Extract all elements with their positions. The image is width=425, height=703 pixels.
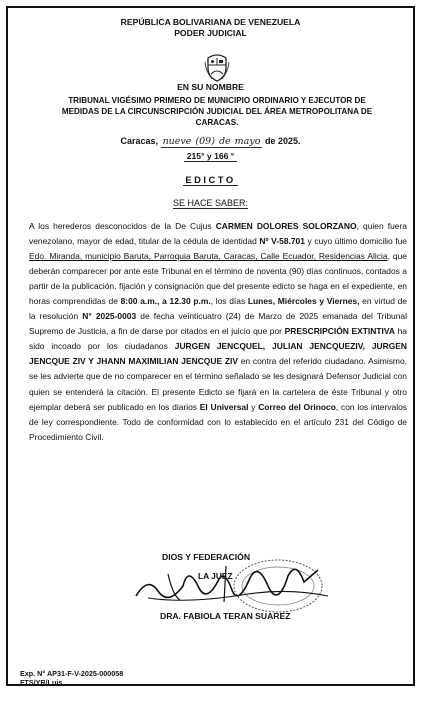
en-su-nombre: EN SU NOMBRE [177,82,244,92]
file-number: Exp. N° AP31-F-V-2025-000058 [20,669,124,678]
years-line: 215° y 166 ° [8,151,413,161]
judge-title: LA JUEZ [198,571,233,581]
date-line [8,136,413,147]
tribunal-line-3: CARACAS. [195,118,239,127]
handwritten-month: mayo [234,136,261,147]
edict-body: A los herederos desconocidos de la De Cujus CARMEN DOLORES SOLORZANO, quien fuera venezolano, mayor de edad, titular de la cédula de identidad Nº V-58.701 y cuyo último domicilio fue Edo. Miranda, municipio Baruta, Parroquia Baruta, Caracas, Calle Ecuador, Residencias Alicia, que deberán comparecer por ante este Tribunal en el término de noventa (90) días continuos, contados a partir de la publicación, fijación y consignación que del presente edicto se haga en el expediente, en horas comprendidas de 8:00 a.m., a 12.30 p.m., los días Lunes, Miércoles y Viernes, en virtud de la resolución N° 2025-0003 de fecha veinticuatro (24) de Marzo de 2025 emanada del Tribunal Supremo de Justicia, a fin de darse por citados en el juicio que por PRESCRIPCIÓN EXTINTIVA ha sido incoado por los ciudadanos JURGEN JENCQUEL, JULIAN JENCQUEZIV, JURGEN JENCQUE ZIV Y JHANN MAXIMILIAN JENCQUE ZIV en contra del referido ciudadano. Asimismo, se les advierte que de no comparecer en el término señalado se les designará Defensor Judicial con quien se entenderá la citación. El presente Edicto se fijará en la cartelera de éste Tribunal y otro ejemplar deberá ser publicado en los diarios El Universal y Correo del Orinoco, con los intervalos de ley correspondiente. Todo de conformidad con lo establecido en el artículo 231 del Código de Procedimiento Civil. [29,221,408,442]
claim-type: PRESCRIPCIÓN EXTINTIVA [284,326,395,337]
initials: FTS/YR/Luis [20,678,63,687]
date-city: Caracas, [120,136,159,146]
coat-of-arms-icon [204,52,230,82]
id-number: Nº V-58.701 [259,236,305,247]
deceased-name: CARMEN DOLORES SOLORZANO [215,221,357,231]
office-hours: 8:00 a.m., a 12.30 p.m. [120,296,211,307]
handwritten-de: de [218,136,231,147]
country-heading: REPÚBLICA BOLIVARIANA DE VENEZUELA [120,17,301,27]
resolution-number: N° 2025-0003 [82,311,137,322]
signature-and-stamp-icon [128,556,338,616]
domicile-address: Edo. Miranda, municipio Baruta, Parroquia Baruta, Caracas, Calle Ecuador, Residencias Alicia [29,251,388,262]
document-title: EDICTO [185,174,236,185]
office-days: Lunes, Miércoles y Viernes, [247,296,360,307]
judge-name: DRA. FABIOLA TERAN SUAREZ [160,611,291,621]
plaintiffs: JURGEN JENCQUEL, JULIAN JENCQUEZIV, JURGEN JENCQUE ZIV Y JHANN MAXIMILIAN JENCQUE ZIV [29,341,407,367]
closing-formula: DIOS Y FEDERACIÓN [162,552,251,562]
tribunal-line-2: MEDIDAS DE LA CIRCUNSCRIPCIÓN JUDICIAL DEL ÁREA METROPOLITANA DE [61,107,373,116]
document-subtitle: SE HACE SABER: [172,198,249,208]
branch-heading: PODER JUDICIAL [174,28,247,38]
document-page [6,6,415,686]
tribunal-line-1: TRIBUNAL VIGÉSIMO PRIMERO DE MUNICIPIO ORDINARIO Y EJECUTOR DE [68,96,366,105]
newspaper-1: El Universal [199,401,249,412]
file-reference [20,669,123,687]
newspaper-2: Correo del Orinoco [258,401,336,412]
handwritten-day-number: (09) [195,136,215,147]
handwritten-day-word: nueve [162,136,192,147]
date-year: de 2025. [264,136,301,146]
